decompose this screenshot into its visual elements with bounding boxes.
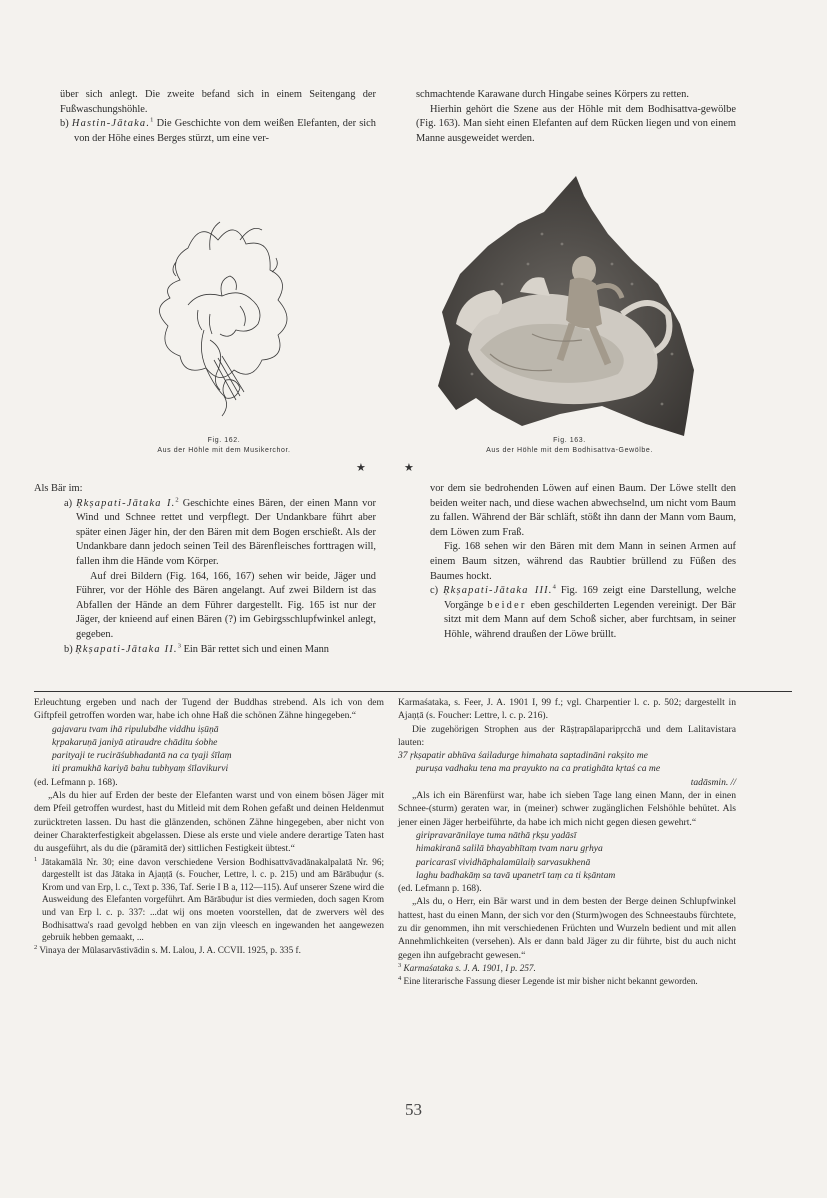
footnote-4: $^4$ Eine literarische Fassung dieser Legende ist mir bisher nicht bekannt geworden. — [398, 974, 698, 986]
paragraph: über sich anlegt. Die zweite befand sich in einem Seitengang der Fußwaschungshöhle. — [60, 89, 376, 115]
paragraph: „Als du hier auf Erden der beste der Elefanten warst und von einem bösen Jäger mit dem Pfeil getroffen wurdest, hast du Mitleid mit dem Rohen gefaßt und deinen Heldenmut zurücktreten lassen. Du hast die glänzenden, schönen Zähne hingegeben, aber nicht von deiner Charakterfestigkeit abgelassen. Diese als erste und viele andere derartige Taten hast du ausgeführt, als du die (pāramitā der) sittlichen Festigkeit übtest.“ — [34, 790, 384, 855]
verse-line: laghu badhakāṃ sa tavā upanetrī taṃ ca ti kṣāntam — [416, 869, 616, 881]
verse-line: paricarasī vividhāphalamūlaiḥ sarvasukhenā — [416, 856, 591, 868]
footnote-3: $^3$ Karmaśataka s. J. A. 1901, I p. 257. — [398, 961, 536, 973]
spaced-word: beider — [487, 599, 527, 611]
paragraph: Hierhin gehört die Szene aus der Höhle mit dem Bodhisattva-gewölbe (Fig. 163). Man sieht einen Elefanten auf dem Rücken liegen und von einem Manne ausgeweidet werden. — [416, 103, 736, 144]
footnote-rule — [34, 691, 792, 692]
edition-reference: (ed. Lefmann p. 168). — [34, 776, 118, 788]
footnote-marker: 2 — [175, 496, 179, 504]
jataka-title: Ṛkṣapati-Jātaka III. — [443, 585, 553, 597]
top-left-column — [60, 88, 376, 146]
elephant-drawing — [140, 210, 310, 428]
verse-line: himakiranā salilā bhayabhītaṃ tvam naru gṛhya — [416, 843, 603, 855]
paragraph: schmachtende Karawane durch Hingabe seines Körpers zu retten. — [416, 89, 689, 100]
jataka-title: Ṛkṣapati-Jātaka I. — [76, 497, 176, 509]
verse-line: gajavaru tvam ihā ripulubdhe viddhu iṣūṇā — [52, 723, 219, 735]
footnote-marker: 4 — [552, 583, 556, 591]
paragraph: „Als du, o Herr, ein Bär warst und in dem besten der Berge deinen Schlupfwinkel hattest, hast du einen Mann, der sich vor den (Sturm)wogen des Schneestaubs fürchtete, zu dir genommen, ihn mit verschiedenen Früchten und Wurzeln bedient und mit allen Annehmlichkeiten (versehen). Als er dann bald Jäger zu dir führte, bist du auch nicht gegen ihn aufgebracht gewesen.“ — [398, 896, 736, 961]
footnote-right-column — [398, 696, 736, 987]
paragraph: Die zugehörigen Strophen aus der Rāṣṭrapālaparipṛcchā und dem Lalitavistara lauten: — [398, 723, 736, 748]
footnote-marker: 1 — [34, 855, 38, 863]
top-right-column — [416, 88, 736, 146]
verse-line: parityaji te rucirāśubhadantā na ca tyaji śīlaṃ — [52, 750, 232, 762]
footnote-marker: 2 — [34, 943, 38, 951]
paragraph: Erleuchtung ergeben und nach der Tugend der Buddhas strebend. Als ich von dem Giftpfeil getroffen worden war, habe ich ohne Haß die schönen Zähne hingegeben.“ — [34, 697, 384, 722]
section-star: ★ — [404, 462, 414, 474]
verse-line: kṛpakaruṇā janiyā atiraudre chāditu śobhe — [52, 736, 218, 748]
paragraph: vor dem sie bedrohenden Löwen auf einen Baum. Der Löwe stellt den beiden weiter nach, und diese wachen abwechselnd, um nicht vom Baum zu fallen. Während der Bär schläft, stößt ihn dann der Mann vom Baum, dem Löwen zum Fraß. — [430, 483, 736, 538]
verse-line: puruṣa vadhaku tena ma prayukto na ca pratighāta kṛtaś ca me — [416, 763, 661, 775]
figure-caption: Aus der Höhle mit dem Musikerchor. — [157, 447, 291, 454]
paragraph: Fig. 168 sehen wir den Bären mit dem Mann in seinen Armen auf einem Baum sitzen, während das Raubtier brüllend zu Füßen des Baumes hockt. — [430, 541, 736, 582]
jataka-title: Hastin-Jātaka. — [71, 118, 151, 130]
verse-line: giripravarānilaye tuma nāthā ṛkṣu yadāsī — [416, 829, 577, 841]
edition-reference: (ed. Lefmann p. 168). — [398, 883, 482, 895]
footnote-left-column — [34, 696, 384, 956]
section-heading: Als Bär im: — [34, 483, 83, 494]
verse-line: 37 ṛkṣapatir abhūva śailadurge himahata saptadināni rakṣito me — [398, 750, 648, 762]
figure-162-caption — [120, 436, 328, 456]
footnote-2: $^2$ Vinaya der Mūlasarvāstivādin s. M. Lalou, J. A. CCVII. 1925, p. 335 f. — [34, 943, 301, 955]
page-number: 53 — [405, 1100, 422, 1119]
elephant-painting — [432, 174, 707, 438]
figure-number: Fig. 163. — [553, 437, 586, 444]
figure-163-painting — [432, 174, 707, 438]
verse-line: tadāsmin. // — [690, 776, 736, 788]
paragraph-rksapati-2: b) Ṛkṣapati-Jātaka II.$^3$ Ein Bär rettet sich und einen Mann — [64, 642, 329, 655]
footnote-marker: 4 — [398, 974, 402, 982]
footnote-marker: 1 — [150, 116, 154, 124]
middle-left-column — [34, 482, 376, 657]
figure-caption: Aus der Höhle mit dem Bodhisattva-Gewölbe. — [486, 447, 653, 454]
paragraph: „Als ich ein Bärenfürst war, habe ich sieben Tage lang einen Mann, der in einen Schnee-(sturm) geraten war, in (meiner) schwer zugänglichen Felshöhle behütet. Als jener einen Jäger herbeiführte, da habe ich mich nicht gegen diesen gewehrt.“ — [398, 790, 736, 828]
footnote-1: $^1$ Jātakamālā Nr. 30; eine davon verschiedene Version Bodhisattvāvadānakalpalatā Nr. 96; dargestellt ist das Jātaka in Ajaṇṭā (s. Foucher, Lettre, l. c. p. 215) und am Bārābuḍur (s. Krom und van Erp, l. c., Text p. 336, Taf. Serie I B a, 112—115). Auf unserer Szene wird die Ausweidung des Elefanten vorgeführt. Am Bārābuḍur ist dies vermieden, doch sagen Krom und van Erp l. c. p. 337: ...dat wij ons moeten voorstellen, dat de zwervers wèl des Bodhisattwa's raad gevolgd hebben en van zijn vleesch en ingewanden het aangewezen gebruik hebben gemaakt, ... — [34, 855, 384, 943]
figure-162-drawing — [140, 210, 310, 428]
paragraph: Karmaśataka, s. Feer, J. A. 1901 I, 99 f.; vgl. Charpentier l. c. p. 502; dargestellt in Ajaṇṭā (s. Foucher: Lettre, l. c. p. 216). — [398, 697, 736, 722]
jataka-title: Ṛkṣapati-Jātaka II. — [75, 643, 178, 655]
paragraph-rksapati-1: a) Ṛkṣapati-Jātaka I.$^2$ Geschichte eines Bären, der einen Mann vor Wind und Schnee rettet und verpflegt. Der Undankbare führt aber später einen Jäger hin, der den Bären mit dem Bogen erschießt. Als der Undankbare dann jedoch seinen Teil des Bärenfleisches forttragen will, fallen ihm die Hände vom Körper. — [64, 496, 376, 567]
figure-163-caption — [432, 436, 707, 456]
footnote-marker: 3 — [398, 961, 402, 969]
middle-right-column — [430, 482, 736, 643]
paragraph: Auf drei Bildern (Fig. 164, 166, 167) sehen wir beide, Jäger und Führer, vor der Höhle des Bären angelangt. Auf zwei Bildern ist das Abfallen der Hände an dem Führer dargestellt. Fig. 165 ist nur der Jäger, der knieend auf einen Bären (?) im Gebirgsschlupfwinkel anlegt, gegeben. — [76, 570, 376, 640]
section-star: ★ — [356, 462, 366, 474]
figure-number: Fig. 162. — [207, 437, 241, 444]
verse-line: iti pramukhā kariyā bahu tubhyaṃ śīlavikurvi — [52, 763, 229, 775]
paragraph-hastin-jataka: b) Hastin-Jātaka.$^1$ Die Geschichte von dem weißen Elefanten, der sich von der Höhe eines Berges stürzt, um eine ver- — [60, 116, 376, 144]
paragraph-rksapati-3: c) Ṛkṣapati-Jātaka III.$^4$ Fig. 169 zeigt eine Darstellung, welche Vorgänge beider eben geschilderten Legenden vereinigt. Der Bär sitzt mit dem Mann auf dem Schoß sicher, aber furchtsam, in seiner Höhle, während draußen der Löwe brüllt. — [430, 583, 736, 640]
footnote-marker: 3 — [177, 642, 181, 650]
